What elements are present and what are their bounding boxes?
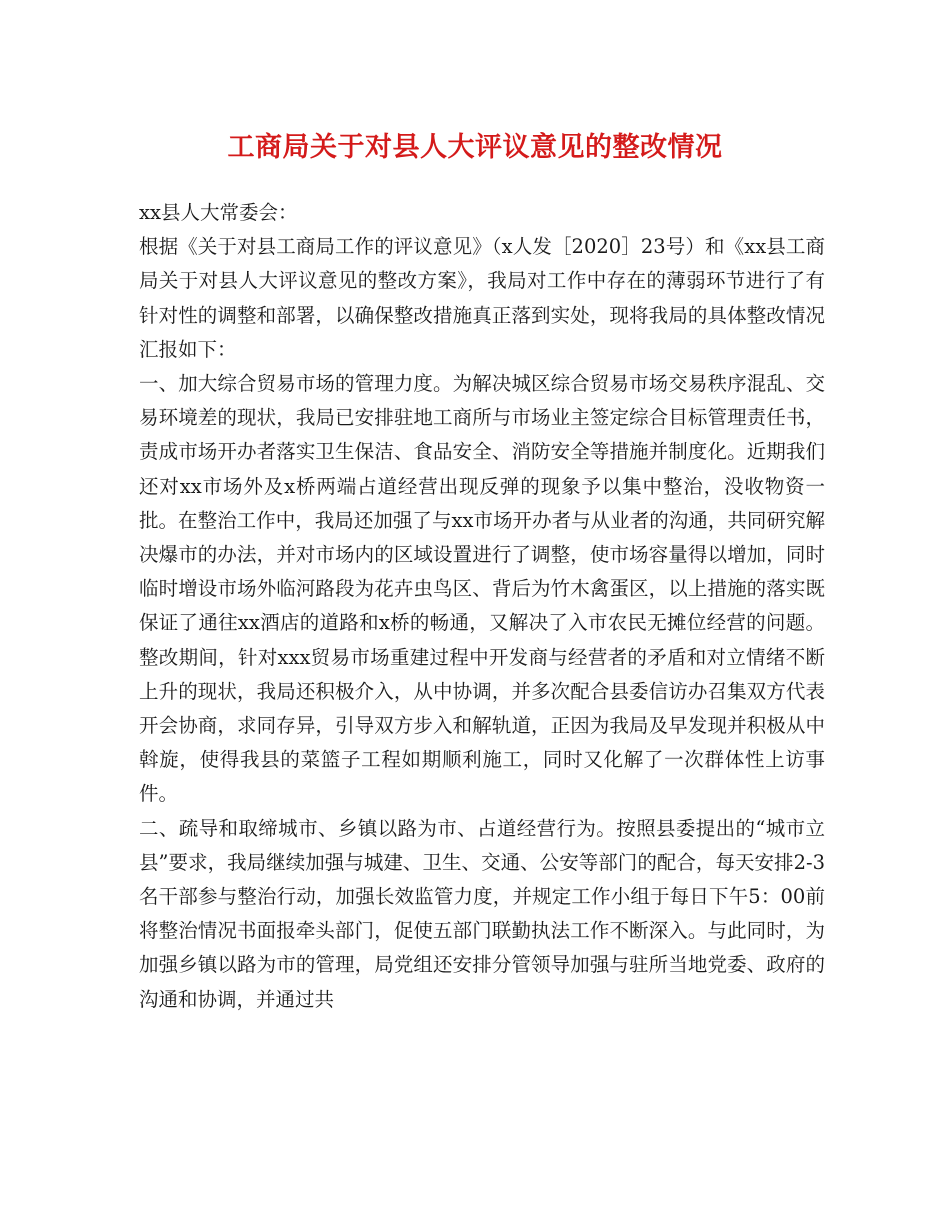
- salutation: xx县人大常委会：: [139, 201, 298, 224]
- document-body: [139, 196, 825, 1017]
- document-title: 工商局关于对县人大评议意见的整改情况: [227, 132, 723, 163]
- paragraph-section-1: 一、加大综合贸易市场的管理力度。为解决城区综合贸易市场交易秩序混乱、交易环境差的现状，我局已安排驻地工商所与市场业主签定综合目标管理责任书，责成市场开办者落实卫生保洁、食品安全、消防安全等措施并制度化。近期我们还对xx市场外及x桥两端占道经营出现反弹的现象予以集中整治，没收物资一批。在整治工作中，我局还加强了与xx市场开办者与从业者的沟通，共同研究解决爆市的办法，并对市场内的区域设置进行了调整，使市场容量得以增加，同时临时增设市场外临河路段为花卉虫鸟区、背后为竹木禽蛋区，以上措施的落实既保证了通往xx酒店的道路和x桥的畅通，又解决了入市农民无摊位经营的问题。整改期间，针对xxx贸易市场重建过程中开发商与经营者的矛盾和对立情绪不断上升的现状，我局还积极介入，从中协调，并多次配合县委信访办召集双方代表开会协商，求同存异，引导双方步入和解轨道，正因为我局及早发现并积极从中斡旋，使得我县的菜篮子工程如期顺利施工，同时又化解了一次群体性上访事件。: [139, 372, 825, 806]
- paragraph-section-2: 二、疏导和取缔城市、乡镇以路为市、占道经营行为。按照县委提出的“城市立县”要求，我局继续加强与城建、卫生、交通、公安等部门的配合，每天安排2-3名干部参与整治行动，加强长效监管力度，并规定工作小组于每日下午5：00前将整治情况书面报牵头部门，促使五部门联勤执法工作不断深入。与此同时，为加强乡镇以路为市的管理，局党组还安排分管领导加强与驻所当地党委、政府的沟通和协调，并通过共: [139, 816, 825, 1011]
- paragraph-intro: 根据《关于对县工商局工作的评议意见》（x人发［2020］23号）和《xx县工商局关于对县人大评议意见的整改方案》，我局对工作中存在的薄弱环节进行了有针对性的调整和部署，以确保整改措施真正落到实处，现将我局的具体整改情况汇报如下：: [139, 235, 825, 361]
